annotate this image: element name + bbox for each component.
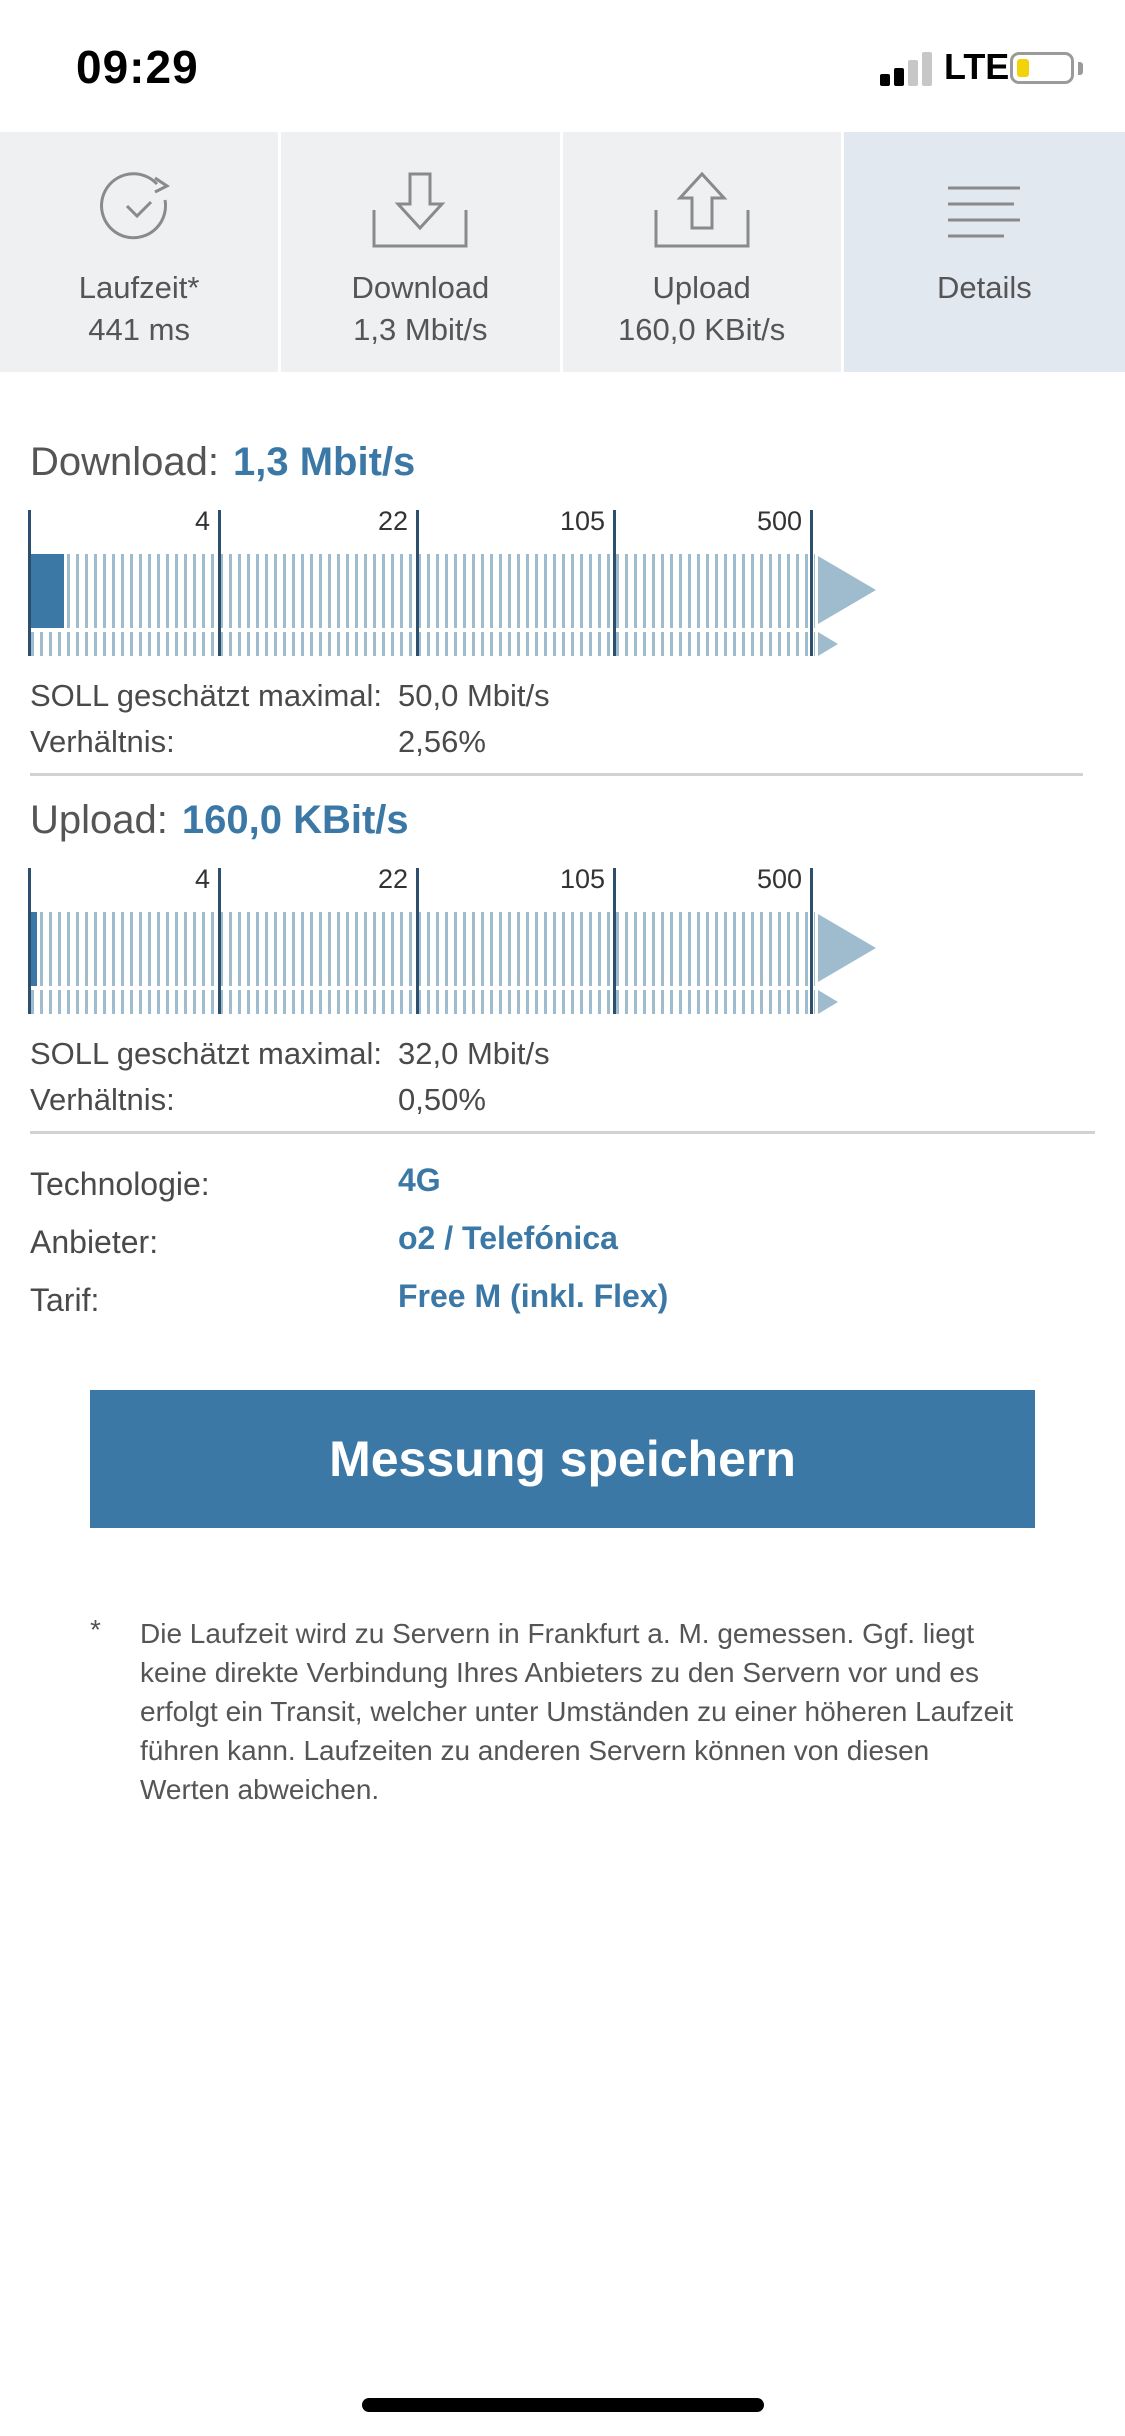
tab-details[interactable] xyxy=(844,132,1125,372)
tick-label: 22 xyxy=(377,506,408,536)
lines-menu-icon xyxy=(944,180,1024,240)
upload-speed-gauge xyxy=(28,864,888,1014)
download-soll-label: SOLL geschätzt maximal: xyxy=(30,678,383,713)
tab-upload-title: Upload xyxy=(652,270,751,305)
save-measurement-button[interactable]: Messung speichern xyxy=(90,1390,1035,1528)
download-level-bar xyxy=(31,554,64,628)
scale-arrow-icon xyxy=(818,914,876,982)
upload-heading xyxy=(30,798,409,843)
upload-soll-value: 32,0 Mbit/s xyxy=(398,1036,550,1071)
tick-label: 500 xyxy=(756,864,802,894)
tick-label: 4 xyxy=(194,864,210,894)
tab-laufzeit-title: Laufzeit* xyxy=(78,270,200,305)
download-ratio-label: Verhältnis: xyxy=(30,724,175,759)
tick-label: 22 xyxy=(377,864,408,894)
upload-ratio-label: Verhältnis: xyxy=(30,1082,175,1117)
network-type: LTE xyxy=(944,46,1010,87)
signal-strength-icon xyxy=(880,50,936,86)
footnote-marker: * xyxy=(90,1614,101,1645)
tab-laufzeit[interactable] xyxy=(0,132,281,372)
upload-label: Upload: xyxy=(30,798,168,842)
tab-download-title: Download xyxy=(351,270,490,305)
download-tray-icon xyxy=(370,170,470,250)
upload-level-bar xyxy=(31,912,37,986)
home-indicator[interactable] xyxy=(362,2398,764,2412)
technology-value: 4G xyxy=(398,1162,441,1198)
result-tabs xyxy=(0,132,1125,372)
upload-value: 160,0 KBit/s xyxy=(181,798,409,842)
tick-label: 4 xyxy=(194,506,210,536)
tick-label: 105 xyxy=(559,506,605,536)
provider-value: o2 / Telefónica xyxy=(398,1220,618,1256)
tab-upload[interactable] xyxy=(563,132,844,372)
section-divider xyxy=(30,773,1083,776)
upload-soll-label: SOLL geschätzt maximal: xyxy=(30,1036,383,1071)
tick-label: 500 xyxy=(756,506,802,536)
tab-download[interactable] xyxy=(281,132,562,372)
section-divider xyxy=(30,1131,1095,1134)
download-value: 1,3 Mbit/s xyxy=(233,440,416,484)
provider-label: Anbieter: xyxy=(30,1224,159,1260)
tab-download-value: 1,3 Mbit/s xyxy=(353,312,488,347)
footnote-text: Die Laufzeit wird zu Servern in Frankfurt a. M. gemessen. Ggf. liegt keine direkte Verbindung Ihres Anbieters zu den Servern vor und es erfolgt ein Transit, welcher unter Umständen zu einer höheren Laufzeit führen kann. Laufzeiten zu anderen Servern können von diesen Werten abweichen. xyxy=(140,1618,1014,1805)
upload-ratio-value: 0,50% xyxy=(398,1082,486,1117)
tab-upload-value: 160,0 KBit/s xyxy=(618,312,786,347)
tariff-value: Free M (inkl. Flex) xyxy=(398,1278,669,1314)
status-bar xyxy=(0,0,1125,132)
tab-details-title: Details xyxy=(936,270,1032,305)
tick-label: 105 xyxy=(559,864,605,894)
download-ratio-value: 2,56% xyxy=(398,724,486,759)
status-time: 09:29 xyxy=(76,41,199,93)
technology-label: Technologie: xyxy=(30,1166,210,1202)
download-speed-gauge xyxy=(28,506,888,656)
tab-laufzeit-value: 441 ms xyxy=(88,312,190,347)
download-heading xyxy=(30,440,415,485)
upload-tray-icon xyxy=(652,170,752,250)
tariff-label: Tarif: xyxy=(30,1282,100,1318)
refresh-clock-icon xyxy=(99,170,179,250)
scale-arrow-icon xyxy=(818,556,876,624)
download-soll-value: 50,0 Mbit/s xyxy=(398,678,550,713)
battery-icon xyxy=(1010,52,1074,84)
download-label: Download: xyxy=(30,440,220,484)
